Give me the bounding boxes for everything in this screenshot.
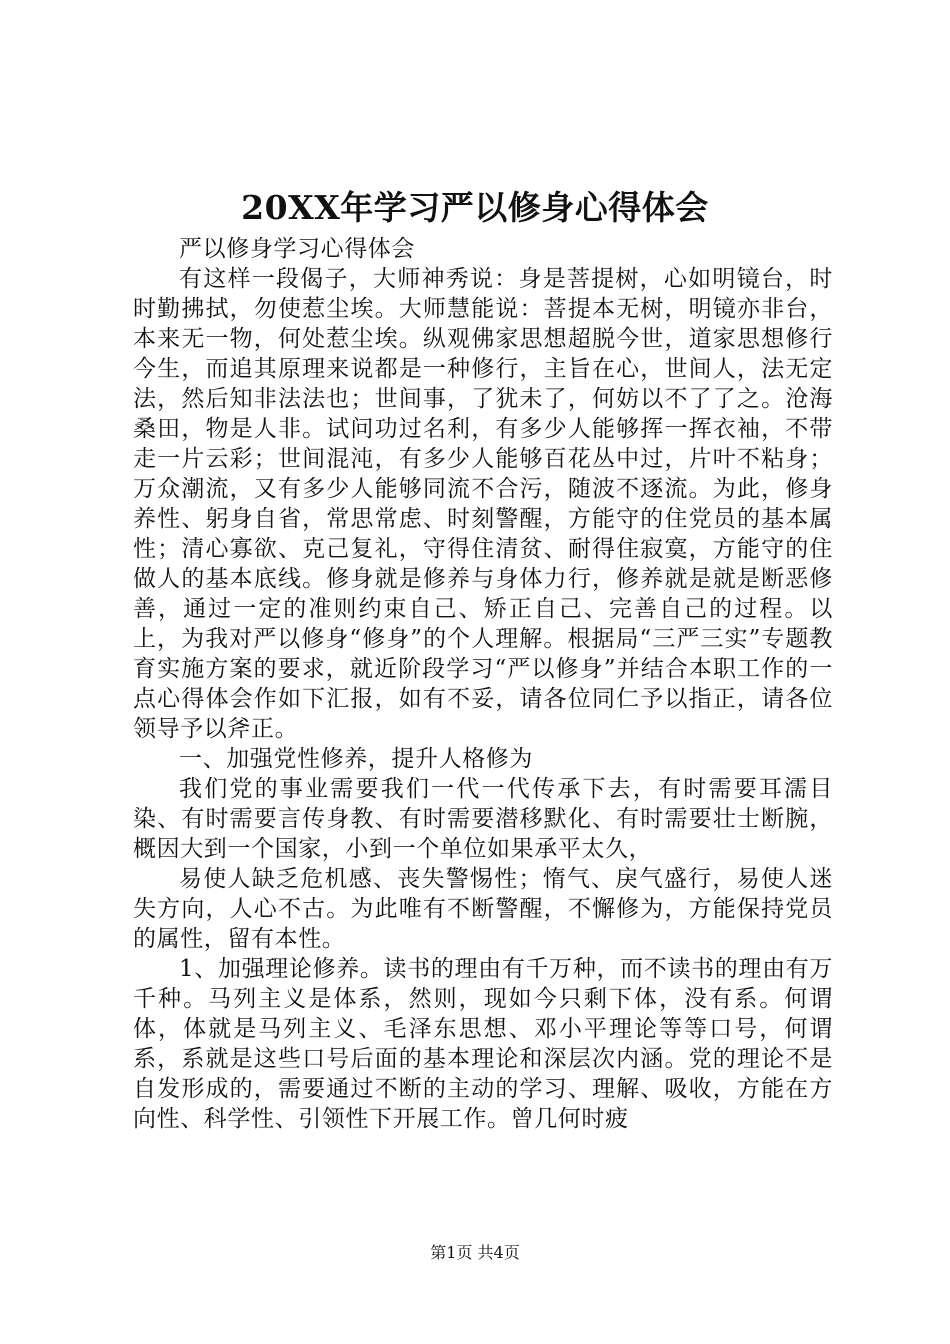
page-footer: 第1页 共4页 <box>430 1243 520 1262</box>
document-title: 20XX年学习严以修身心得体会 <box>241 188 709 227</box>
paragraph-subtitle: 严以修身学习心得体会 <box>179 236 415 262</box>
paragraph: 有这样一段偈子，大师神秀说：身是菩提树，心如明镜台，时时勤拂拭，勿使惹尘埃。大师慧能说：菩提本无树，明镜亦非台，本来无一物，何处惹尘埃。纵观佛家思想超脱今世，道家思想修行今生，而追其原理来说都是一种修行，主旨在心，世间人，法无定法，然后知非法法也；世间事，了犹未了，何妨以不了了之。沧海桑田，物是人非。试问功过名利，有多少人能够挥一挥衣袖，不带走一片云彩；世间混沌，有多少人能够百花丛中过，片叶不粘身；万众潮流，又有多少人能够同流不合污，随波不逐流。为此，修身养性、躬身自省，常思常虑、时刻警醒，方能守的住党员的基本属性；清心寡欲、克己复礼，守得住清贫、耐得住寂寞，方能守的住做人的基本底线。修身就是修养与身体力行，修养就是就是断恶修善，通过一定的准则约束自己、矫正自己、完善自己的过程。以上，为我对严以修身“修身”的个人理解。根据局“三严三实”专题教育实施方案的要求，就近阶段学习“严以修身”并结合本职工作的一点心得体会作如下汇报，如有不妥，请各位同仁予以指正，请各位领导予以斧正。 <box>133 266 833 742</box>
paragraph: 我们党的事业需要我们一代一代传承下去，有时需要耳濡目染、有时需要言传身教、有时需要潜移默化、有时需要壮士断腕，概因大到一个国家，小到一个单位如果承平太久， <box>133 776 833 862</box>
section-heading: 一、加强党性修养，提升人格修为 <box>179 746 533 772</box>
document-body <box>133 234 833 1134</box>
paragraph: 易使人缺乏危机感、丧失警惕性；惰气、戾气盛行，易使人迷失方向，人心不古。为此唯有不断警醒，不懈修为，方能保持党员的属性，留有本性。 <box>133 866 833 952</box>
paragraph: 1、加强理论修养。读书的理由有千万种，而不读书的理由有万千种。马列主义是体系，然则，现如今只剩下体，没有系。何谓体，体就是马列主义、毛泽东思想、邓小平理论等等口号，何谓系，系就是这些口号后面的基本理论和深层次内涵。党的理论不是自发形成的，需要通过不断的主动的学习、理解、吸收，方能在方向性、科学性、引领性下开展工作。曾几何时疲 <box>133 956 833 1132</box>
